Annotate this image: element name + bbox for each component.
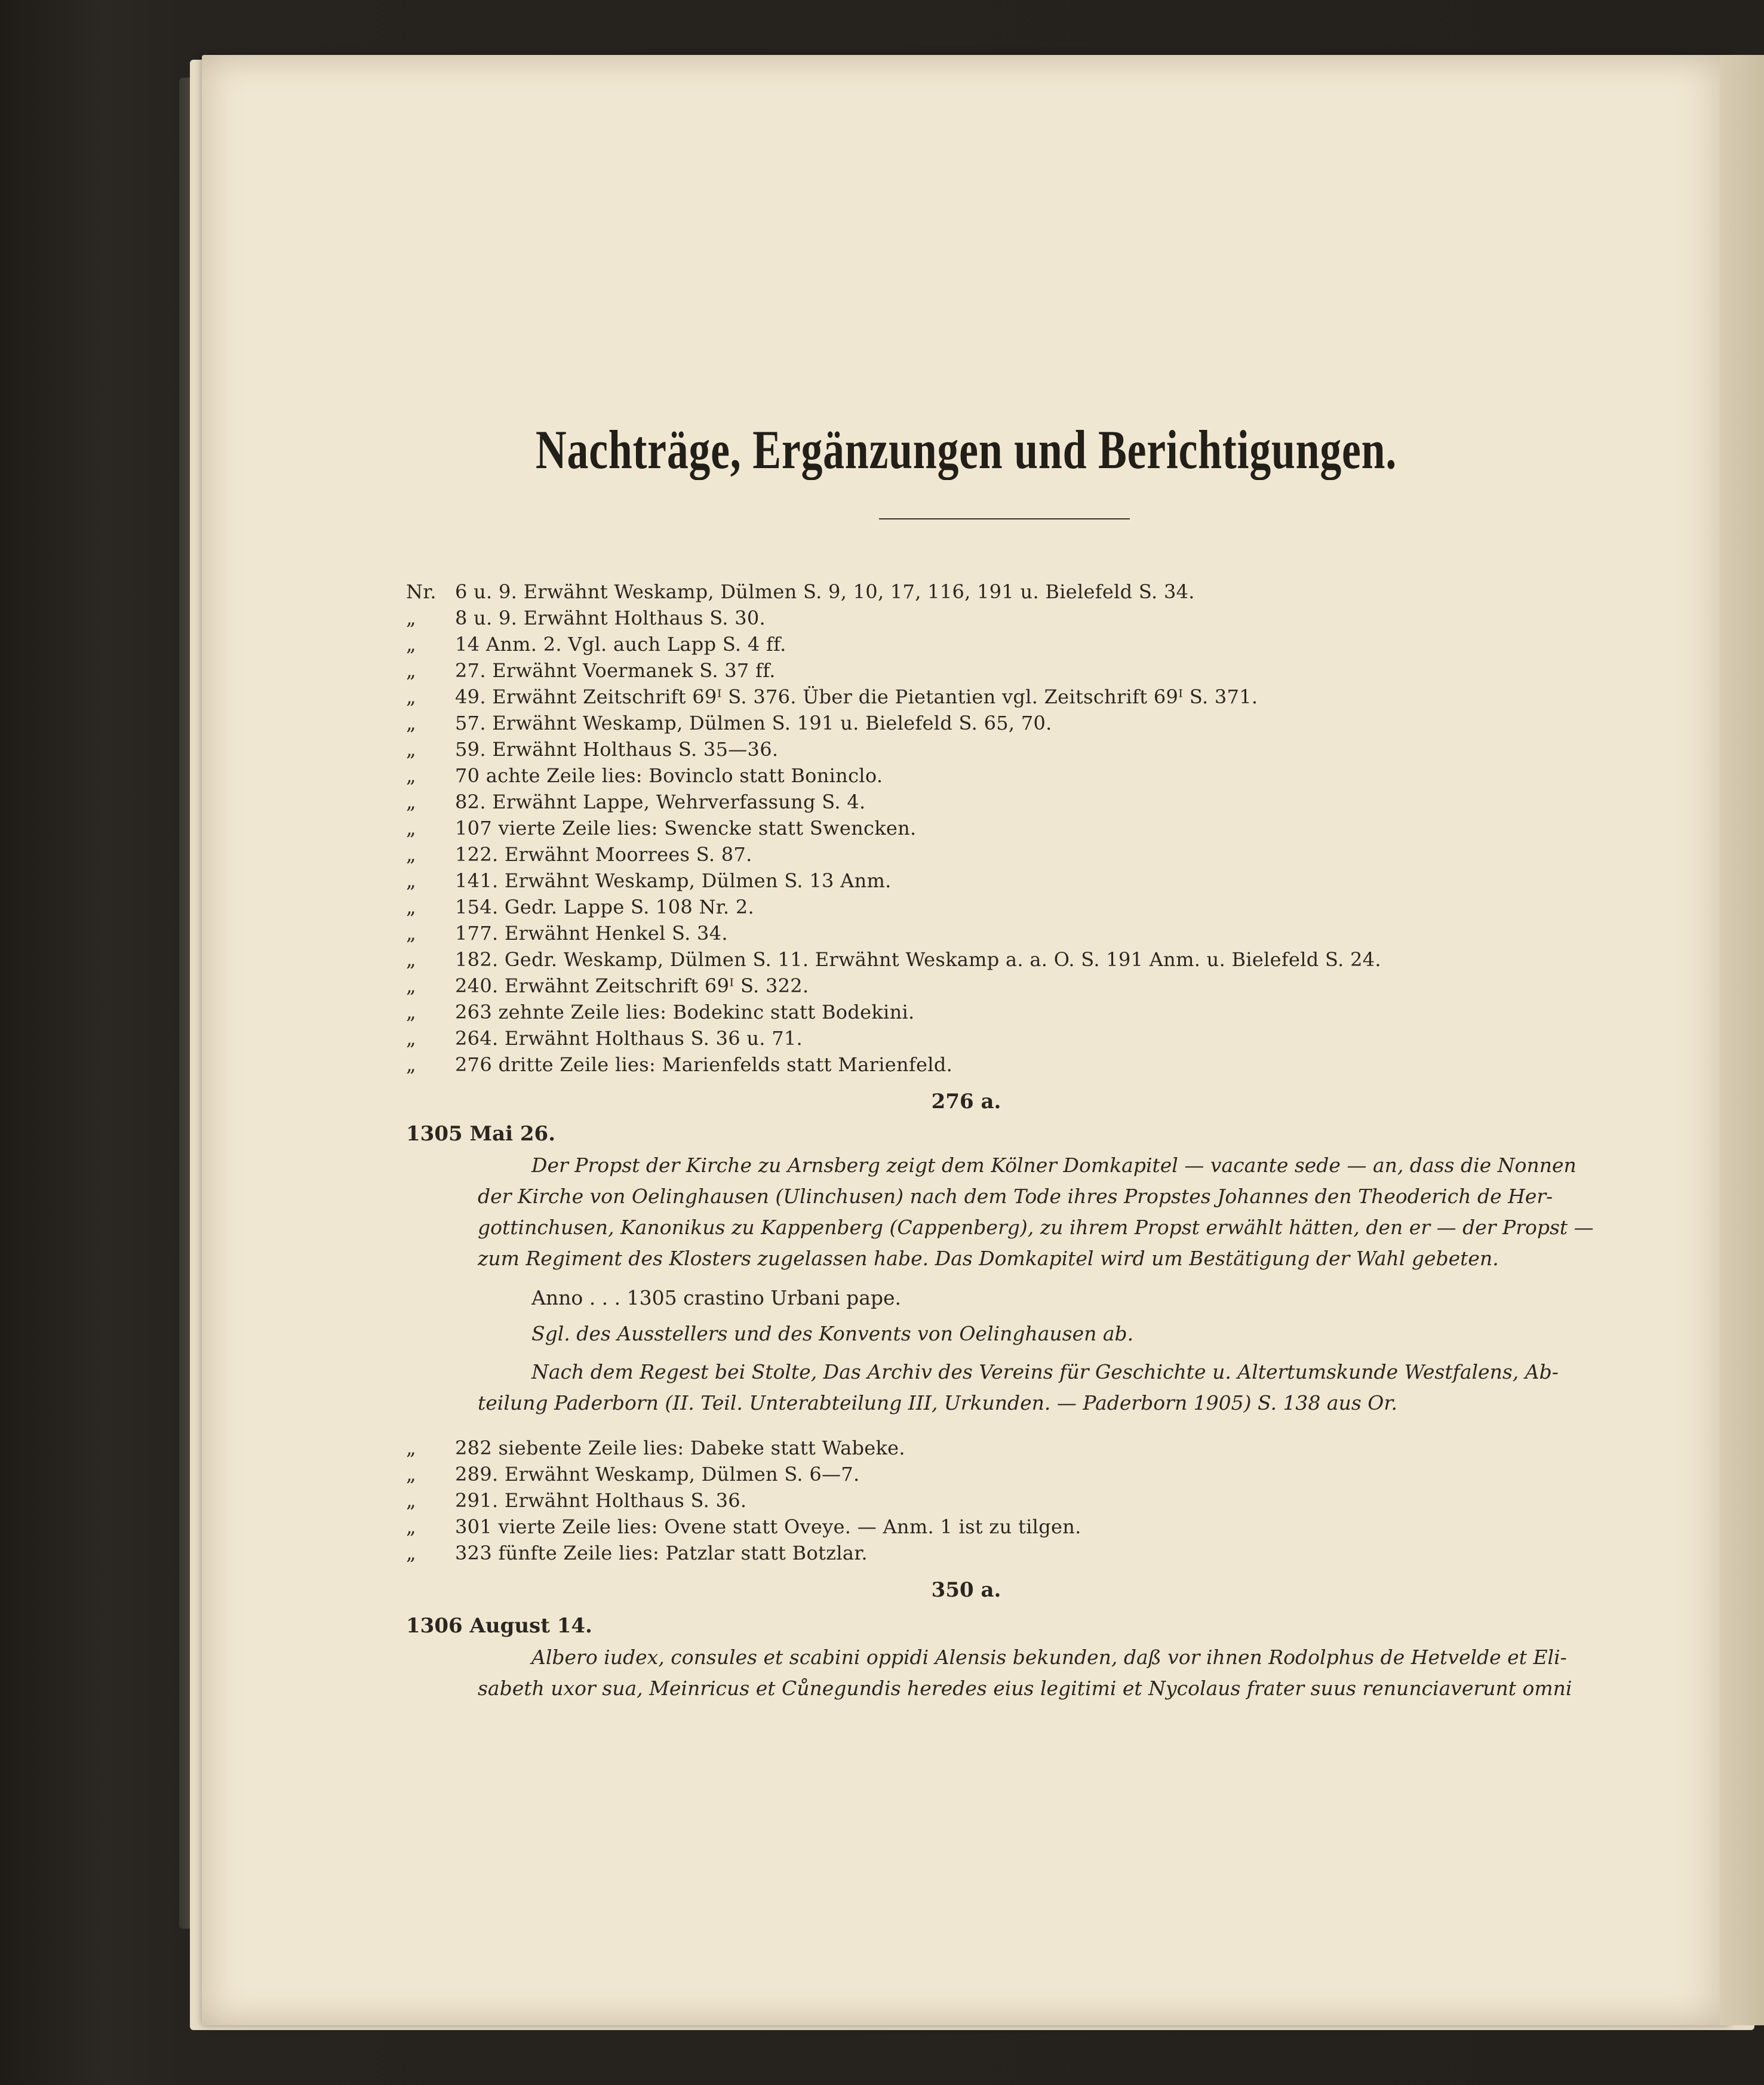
title-rule bbox=[879, 518, 1130, 519]
entry-text: 141. Erwähnt Weskamp, Dülmen S. 13 Anm. bbox=[455, 869, 892, 892]
entry-text: 49. Erwähnt Zeitschrift 69ᴵ S. 376. Über die Pietantien vgl. Zeitschrift 69ᴵ S. 371. bbox=[455, 685, 1258, 708]
list-item bbox=[406, 683, 1258, 711]
section-heading: 276 a. bbox=[931, 1090, 1001, 1114]
entry-text: 301 vierte Zeile lies: Ovene statt Oveye. — Anm. 1 ist zu tilgen. bbox=[455, 1515, 1081, 1538]
entry-prefix: „ bbox=[406, 974, 416, 997]
regest-line: gottinchusen, Kanonikus zu Kappenberg (Cappenberg), zu ihrem Propst erwählt hätten, den er — der Propst — bbox=[478, 1216, 1594, 1239]
list-item bbox=[406, 920, 728, 947]
list-item bbox=[406, 657, 776, 684]
regest-line: Der Propst der Kirche zu Arnsberg zeigt dem Kölner Domkapitel — vacante sede — an, dass die Nonnen bbox=[531, 1154, 1576, 1177]
entry-text: 323 fünfte Zeile lies: Patzlar statt Botzlar. bbox=[455, 1542, 868, 1564]
list-item bbox=[406, 893, 754, 921]
list-item bbox=[406, 841, 752, 868]
list-item bbox=[406, 1539, 868, 1567]
document-date: 1305 Mai 26. bbox=[406, 1122, 556, 1146]
entry-prefix: „ bbox=[406, 922, 416, 945]
list-item bbox=[406, 1025, 803, 1052]
entry-prefix: „ bbox=[406, 607, 416, 629]
regest-line: Albero iudex, consules et scabini oppidi Alensis bekunden, daß vor ihnen Rodolphus de Hetvelde et Eli- bbox=[531, 1646, 1567, 1669]
anno-line: Anno . . . 1305 crastino Urbani pape. bbox=[531, 1286, 902, 1309]
entry-prefix: „ bbox=[406, 1463, 416, 1486]
entry-text: 82. Erwähnt Lappe, Wehrverfassung S. 4. bbox=[455, 791, 866, 813]
entry-prefix: „ bbox=[406, 869, 416, 892]
page-title: Nachträge, Ergänzungen und Berichtigungen. bbox=[535, 419, 1397, 480]
document-date: 1306 August 14. bbox=[406, 1614, 592, 1638]
list-item bbox=[406, 709, 1052, 737]
list-item bbox=[406, 631, 786, 658]
entry-prefix: „ bbox=[406, 1515, 416, 1538]
entry-prefix: „ bbox=[406, 817, 416, 839]
regest-line: zum Regiment des Klosters zugelassen habe. Das Domkapitel wird um Bestätigung der Wahl gebeten. bbox=[478, 1247, 1499, 1270]
entry-text: 27. Erwähnt Voermanek S. 37 ff. bbox=[455, 659, 776, 682]
regest-line: sabeth uxor sua, Meinricus et Cůnegundis heredes eius legitimi et Nycolaus frater suus renunciaverunt omni bbox=[478, 1677, 1572, 1700]
list-item bbox=[406, 1051, 952, 1078]
entry-text: 59. Erwähnt Holthaus S. 35—36. bbox=[455, 738, 779, 761]
entry-prefix: „ bbox=[406, 738, 416, 761]
entry-text: 264. Erwähnt Holthaus S. 36 u. 71. bbox=[455, 1027, 803, 1050]
entry-prefix: „ bbox=[406, 659, 416, 682]
entry-prefix: „ bbox=[406, 791, 416, 813]
section-heading: 350 a. bbox=[931, 1578, 1001, 1602]
entry-prefix: „ bbox=[406, 1027, 416, 1050]
entry-text: 107 vierte Zeile lies: Swencke statt Swencken. bbox=[455, 817, 917, 839]
entry-text: 263 zehnte Zeile lies: Bodekinc statt Bodekini. bbox=[455, 1001, 915, 1023]
entry-text: 182. Gedr. Weskamp, Dülmen S. 11. Erwähnt Weskamp a. a. O. S. 191 Anm. u. Bielefeld S. 24. bbox=[455, 948, 1381, 971]
list-item bbox=[406, 736, 778, 763]
list-item bbox=[406, 946, 1381, 973]
list-item bbox=[406, 604, 766, 632]
list-item bbox=[406, 578, 1195, 605]
list-item bbox=[406, 814, 917, 842]
entry-text: 291. Erwähnt Holthaus S. 36. bbox=[455, 1489, 747, 1512]
list-item bbox=[406, 762, 883, 789]
list-item bbox=[406, 1487, 746, 1514]
entry-prefix: „ bbox=[406, 685, 416, 708]
list-item bbox=[406, 1513, 1081, 1540]
list-item bbox=[406, 998, 915, 1026]
entry-prefix: „ bbox=[406, 843, 416, 866]
entry-prefix: „ bbox=[406, 1001, 416, 1023]
entry-prefix: „ bbox=[406, 896, 416, 918]
entry-text: 6 u. 9. Erwähnt Weskamp, Dülmen S. 9, 10, 17, 116, 191 u. Bielefeld S. 34. bbox=[455, 580, 1195, 603]
entry-text: 14 Anm. 2. Vgl. auch Lapp S. 4 ff. bbox=[455, 633, 786, 656]
source-line: Nach dem Regest bei Stolte, Das Archiv des Vereins für Geschichte u. Altertumskunde Westfalens, Ab- bbox=[531, 1360, 1559, 1383]
entry-prefix: „ bbox=[406, 764, 416, 787]
entry-text: 240. Erwähnt Zeitschrift 69ᴵ S. 322. bbox=[455, 974, 809, 997]
entry-prefix: „ bbox=[406, 1053, 416, 1076]
entry-text: 276 dritte Zeile lies: Marienfelds statt Marienfeld. bbox=[455, 1053, 953, 1076]
list-item bbox=[406, 1434, 905, 1462]
seal-line: Sgl. des Ausstellers und des Konvents von Oelinghausen ab. bbox=[531, 1322, 1134, 1345]
source-line: teilung Paderborn (II. Teil. Unterabteilung III, Urkunden. — Paderborn 1905) S. 138 aus Or. bbox=[478, 1391, 1397, 1414]
list-item bbox=[406, 1460, 859, 1488]
page-edge-shadow bbox=[1720, 55, 1764, 2025]
entry-prefix: „ bbox=[406, 712, 416, 734]
entry-text: 282 siebente Zeile lies: Dabeke statt Wabeke. bbox=[455, 1437, 905, 1459]
entry-text: 122. Erwähnt Moorrees S. 87. bbox=[455, 843, 752, 866]
entry-text: 57. Erwähnt Weskamp, Dülmen S. 191 u. Bielefeld S. 65, 70. bbox=[455, 712, 1052, 734]
entry-prefix: Nr. bbox=[406, 580, 437, 603]
entry-prefix: „ bbox=[406, 948, 416, 971]
entry-text: 8 u. 9. Erwähnt Holthaus S. 30. bbox=[455, 607, 766, 629]
list-item bbox=[406, 867, 892, 894]
entry-prefix: „ bbox=[406, 1542, 416, 1564]
entry-prefix: „ bbox=[406, 1489, 416, 1512]
entry-text: 154. Gedr. Lappe S. 108 Nr. 2. bbox=[455, 896, 754, 918]
entry-prefix: „ bbox=[406, 633, 416, 656]
entry-text: 70 achte Zeile lies: Bovinclo statt Boninclo. bbox=[455, 764, 883, 787]
entry-text: 289. Erwähnt Weskamp, Dülmen S. 6—7. bbox=[455, 1463, 860, 1486]
list-item bbox=[406, 972, 809, 1000]
list-item bbox=[406, 788, 865, 816]
regest-line: der Kirche von Oelinghausen (Ulinchusen) nach dem Tode ihres Propstes Johannes den Theoderich de Her- bbox=[478, 1185, 1553, 1208]
entry-prefix: „ bbox=[406, 1437, 416, 1459]
entry-text: 177. Erwähnt Henkel S. 34. bbox=[455, 922, 728, 945]
